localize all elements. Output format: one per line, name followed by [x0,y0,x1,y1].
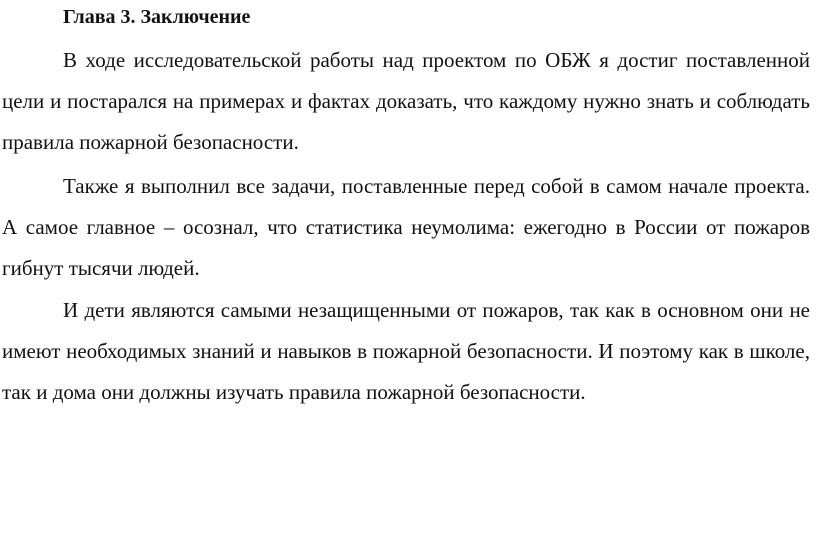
chapter-title: Глава 3. Заключение [63,6,251,28]
paragraph-2: Также я выполнил все задачи, поставленные перед собой в самом начале проекта. А самое главное – осознал, что статистика неумолима: ежегодно в России от пожаров гибнут тысячи людей. [2,174,810,280]
paragraph-1: В ходе исследовательской работы над проектом по ОБЖ я достиг поставленной цели и постарался на примерах и фактах доказать, что каждому нужно знать и соблюдать правила пожарной безопасности. [2,48,810,154]
paragraph-3: И дети являются самыми незащищенными от пожаров, так как в основном они не имеют необходимых знаний и навыков в пожарной безопасности. И поэтому как в школе, так и дома они должны изучать правила пожарной безопасности. [2,298,810,404]
